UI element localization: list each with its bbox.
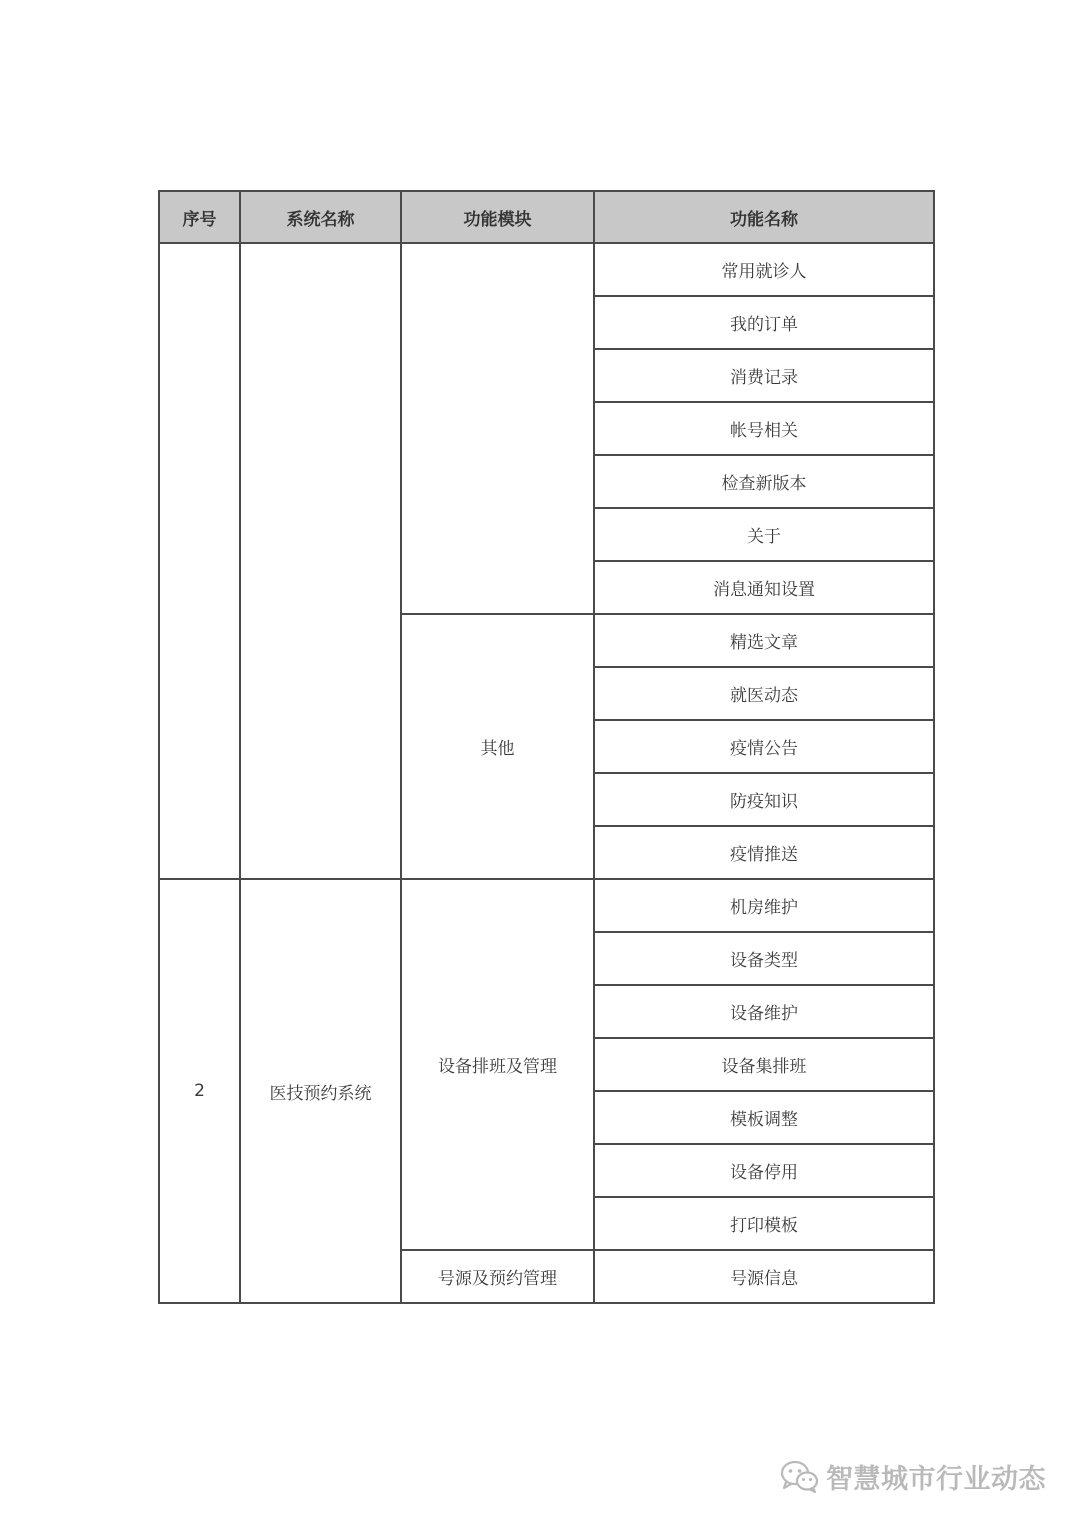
function-cell: 检查新版本 bbox=[594, 455, 934, 508]
function-cell: 设备集排班 bbox=[594, 1038, 934, 1091]
function-table bbox=[158, 190, 935, 1304]
function-cell: 机房维护 bbox=[594, 879, 934, 932]
seq-cell: 2 bbox=[159, 879, 240, 1303]
table-row bbox=[159, 879, 934, 932]
module-cell: 其他 bbox=[401, 614, 594, 879]
wechat-icon bbox=[780, 1460, 820, 1494]
function-cell: 疫情推送 bbox=[594, 826, 934, 879]
function-cell: 模板调整 bbox=[594, 1091, 934, 1144]
function-cell: 消费记录 bbox=[594, 349, 934, 402]
watermark bbox=[780, 1457, 1046, 1496]
function-cell: 打印模板 bbox=[594, 1197, 934, 1250]
header-module: 功能模块 bbox=[401, 191, 594, 243]
table-header-row bbox=[159, 191, 934, 243]
function-cell: 设备停用 bbox=[594, 1144, 934, 1197]
system-name-cell bbox=[240, 243, 401, 879]
header-system-name: 系统名称 bbox=[240, 191, 401, 243]
module-cell: 号源及预约管理 bbox=[401, 1250, 594, 1303]
system-name-cell: 医技预约系统 bbox=[240, 879, 401, 1303]
function-cell: 精选文章 bbox=[594, 614, 934, 667]
function-cell: 常用就诊人 bbox=[594, 243, 934, 296]
function-cell: 就医动态 bbox=[594, 667, 934, 720]
function-cell: 号源信息 bbox=[594, 1250, 934, 1303]
module-cell: 设备排班及管理 bbox=[401, 879, 594, 1250]
function-cell: 防疫知识 bbox=[594, 773, 934, 826]
table-row bbox=[159, 243, 934, 296]
header-seq: 序号 bbox=[159, 191, 240, 243]
function-cell: 疫情公告 bbox=[594, 720, 934, 773]
header-function-name: 功能名称 bbox=[594, 191, 934, 243]
function-cell: 消息通知设置 bbox=[594, 561, 934, 614]
function-cell: 帐号相关 bbox=[594, 402, 934, 455]
seq-cell bbox=[159, 243, 240, 879]
watermark-text: 智慧城市行业动态 bbox=[826, 1464, 1046, 1495]
function-cell: 设备维护 bbox=[594, 985, 934, 1038]
function-cell: 关于 bbox=[594, 508, 934, 561]
function-cell: 设备类型 bbox=[594, 932, 934, 985]
function-cell: 我的订单 bbox=[594, 296, 934, 349]
module-cell bbox=[401, 243, 594, 614]
